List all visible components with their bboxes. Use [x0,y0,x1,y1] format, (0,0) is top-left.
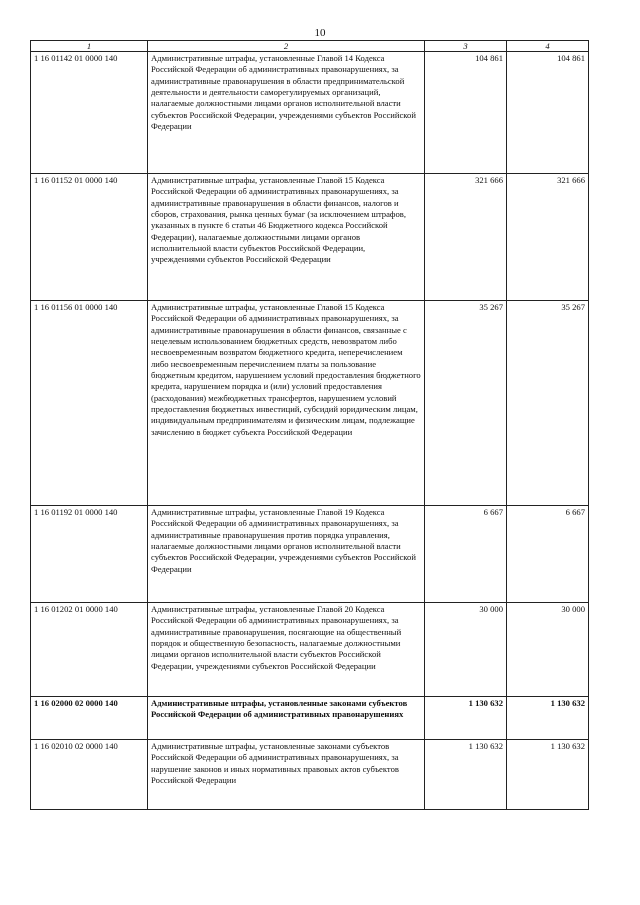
header-col-2: 2 [148,41,425,52]
row-name: Административные штрафы, установленные законами субъектов Российской Федерации об административных правонарушениях [148,697,425,740]
header-col-3: 3 [425,41,507,52]
row-code: 1 16 01142 01 0000 140 [31,52,148,174]
table-row [31,603,589,697]
table-row [31,301,589,506]
row-value-col4: 1 130 632 [507,740,589,810]
row-value-col4: 321 666 [507,174,589,301]
row-value-col3: 1 130 632 [425,740,507,810]
row-value-col3: 1 130 632 [425,697,507,740]
row-value-col4: 104 861 [507,52,589,174]
row-code: 1 16 01156 01 0000 140 [31,301,148,506]
table-row [31,174,589,301]
row-value-col4: 35 267 [507,301,589,506]
row-code: 1 16 01202 01 0000 140 [31,603,148,697]
row-value-col3: 104 861 [425,52,507,174]
table-row [31,506,589,603]
table-row [31,52,589,174]
row-value-col4: 30 000 [507,603,589,697]
row-name: Административные штрафы, установленные Главой 15 Кодекса Российской Федерации об административных правонарушениях, за административные правонарушения в области финансов, налогов и сборов, страхования, рынка ценных бумаг (за исключением штрафов, указанных в пункте 6 статьи 46 Бюджетного кодекса Российской Федерации), налагаемые должностными лицами органов исполнительной власти субъектов Российской Федерации, учреждениями субъектов Российской Федерации [148,174,425,301]
budget-table [30,40,589,810]
row-code: 1 16 01152 01 0000 140 [31,174,148,301]
page-number: 10 [314,27,326,39]
row-value-col4: 6 667 [507,506,589,603]
row-name: Административные штрафы, установленные Главой 19 Кодекса Российской Федерации об административных правонарушениях, за административные правонарушения против порядка управления, налагаемые должностными лицами органов исполнительной власти субъектов Российской Федерации, учреждениями субъектов Российской Федерации [148,506,425,603]
row-name: Административные штрафы, установленные Главой 15 Кодекса Российской Федерации об административных правонарушениях, за административные правонарушения в области финансов, связанные с нецелевым использованием бюджетных средств, невозвратом либо несвоевременным возвратом бюджетного кредита, неперечислением либо несвоевременным перечислением платы за пользование бюджетным кредитом, нарушением условий предоставления бюджетного кредита, нарушением порядка и (или) условий предоставления (расходования) межбюджетных трансфертов, нарушением условий предоставления бюджетных инвестиций, субсидий юридическим лицам, индивидуальным предпринимателям и физическим лицам, подлежащие зачислению в бюджет субъекта Российской Федерации [148,301,425,506]
row-code: 1 16 02000 02 0000 140 [31,697,148,740]
row-code: 1 16 02010 02 0000 140 [31,740,148,810]
row-value-col3: 30 000 [425,603,507,697]
row-name: Административные штрафы, установленные законами субъектов Российской Федерации об административных правонарушениях, за нарушение законов и иных нормативных правовых актов субъектов Российской Федерации [148,740,425,810]
row-value-col3: 35 267 [425,301,507,506]
table-row-total [31,697,589,740]
row-code: 1 16 01192 01 0000 140 [31,506,148,603]
row-value-col3: 321 666 [425,174,507,301]
header-col-4: 4 [507,41,589,52]
row-name: Административные штрафы, установленные Главой 20 Кодекса Российской Федерации об административных правонарушениях, за административные правонарушения, посягающие на общественный порядок и общественную безопасность, налагаемые должностными лицами органов исполнительной власти субъектов Российской Федерации, учреждениями субъектов Российской Федерации [148,603,425,697]
table-header-row [31,41,589,52]
row-value-col3: 6 667 [425,506,507,603]
row-name: Административные штрафы, установленные Главой 14 Кодекса Российской Федерации об административных правонарушениях, за административные правонарушения в области предпринимательской деятельности и деятельности саморегулируемых организаций, налагаемые должностными лицами органов исполнительной власти субъектов Российской Федерации, учреждениями субъектов Российской Федерации [148,52,425,174]
header-col-1: 1 [31,41,148,52]
table-row [31,740,589,810]
row-value-col4: 1 130 632 [507,697,589,740]
